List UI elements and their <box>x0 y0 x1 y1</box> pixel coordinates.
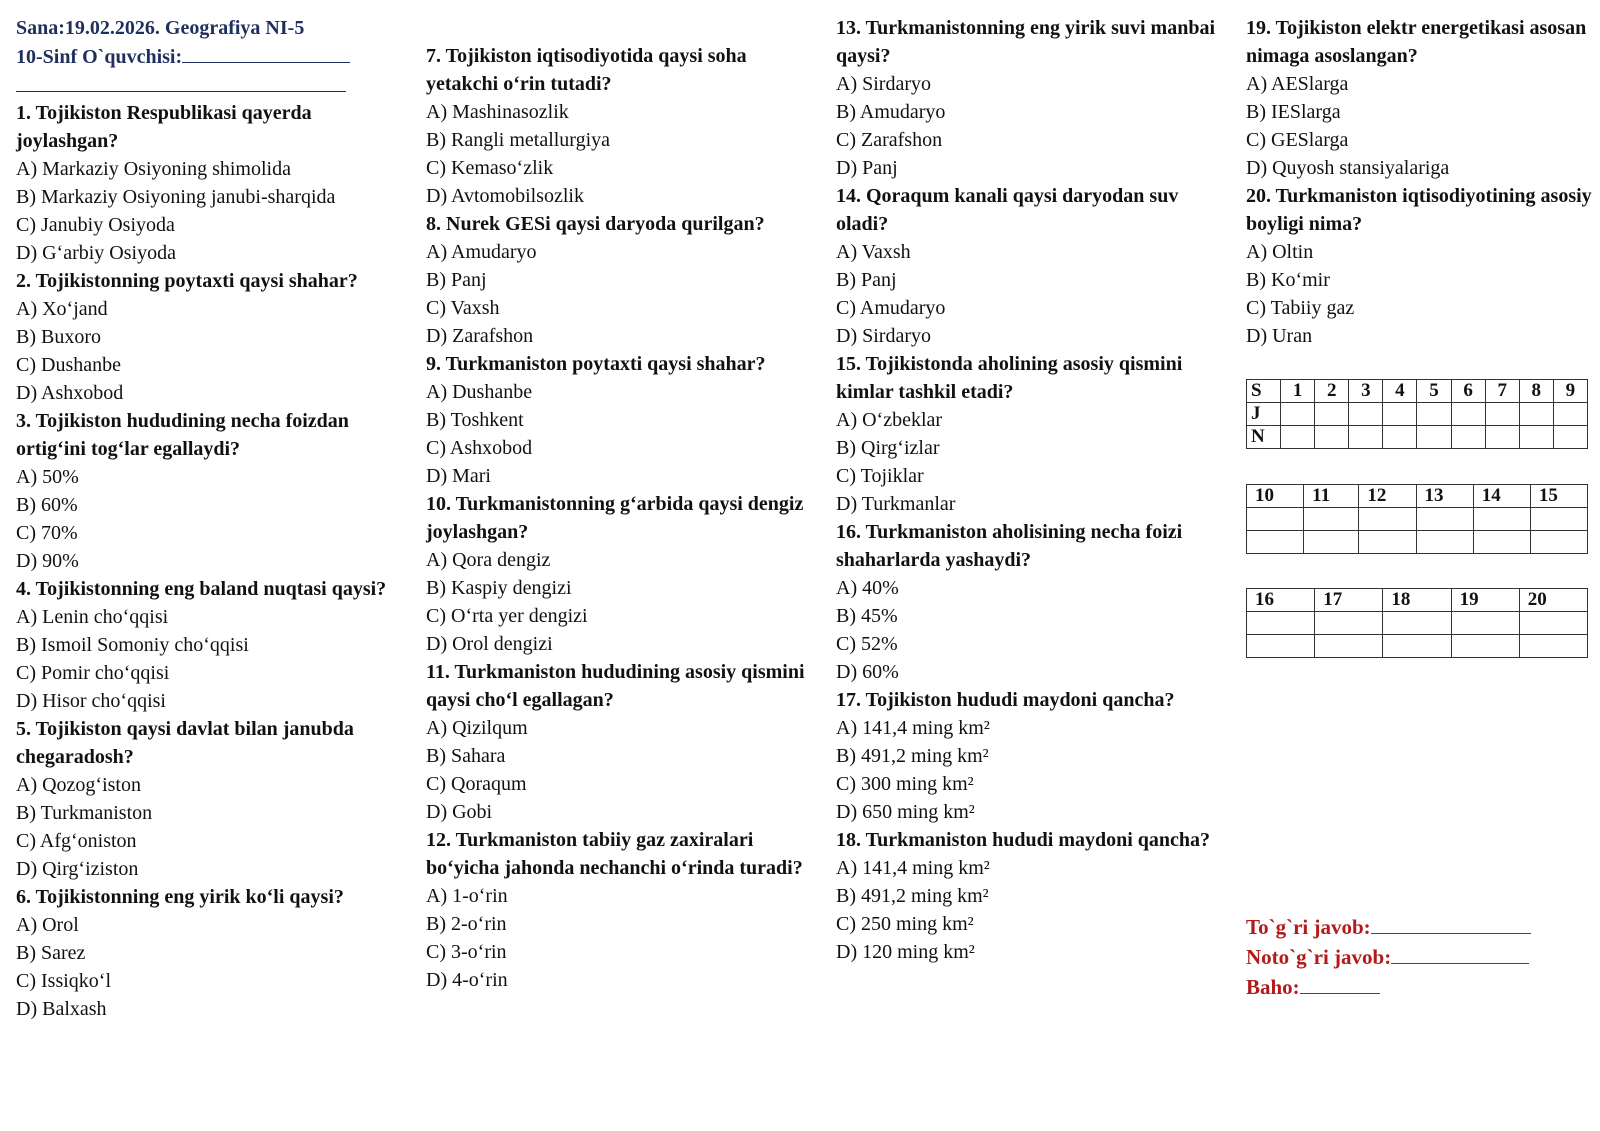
answer-number-17: 17 <box>1315 589 1383 612</box>
answer-option-a[interactable]: A) 50% <box>16 466 79 488</box>
wrong-answers-blank[interactable] <box>1391 943 1529 964</box>
answer-option-d[interactable]: D) Balxash <box>16 998 107 1020</box>
answer-option-a[interactable]: A) Amudaryo <box>426 241 537 263</box>
answer-option-b[interactable]: B) 45% <box>836 605 898 627</box>
question-text: 17. Tojikiston hududi maydoni qancha? <box>836 689 1175 711</box>
answer-cell[interactable] <box>1519 426 1553 449</box>
question-text: 2. Tojikistonning poytaxti qaysi shahar? <box>16 270 358 292</box>
question-text: 12. Turkmaniston tabiiy gaz zaxiralari bo‘yicha jahonda nechanchi o‘rinda turadi? <box>426 829 803 879</box>
answer-number-3: 3 <box>1349 380 1383 403</box>
question-block-2 <box>16 267 396 407</box>
answer-cell[interactable] <box>1315 612 1383 635</box>
answer-cell[interactable] <box>1315 426 1349 449</box>
question-block-13 <box>836 14 1226 182</box>
answer-option-c[interactable]: C) Vaxsh <box>426 297 500 319</box>
answer-cell[interactable] <box>1485 403 1519 426</box>
column-1 <box>16 14 396 1023</box>
answer-cell[interactable] <box>1473 531 1530 554</box>
answer-option-d[interactable]: D) Uran <box>1246 325 1313 347</box>
answer-cell[interactable] <box>1383 635 1451 658</box>
answer-option-b[interactable]: B) Toshkent <box>426 409 524 431</box>
answer-option-d[interactable]: D) Orol dengizi <box>426 633 553 655</box>
question-block-5 <box>16 715 396 883</box>
answer-option-d[interactable]: D) G‘arbiy Osiyoda <box>16 242 176 264</box>
answer-option-b[interactable]: B) Amudaryo <box>836 101 946 123</box>
answer-cell[interactable] <box>1247 612 1315 635</box>
question-block-3 <box>16 407 396 575</box>
question-block-14 <box>836 182 1226 350</box>
row-label-n: N <box>1247 426 1281 449</box>
test-date-title: Sana:19.02.2026. Geografiya NI-5 <box>16 17 305 39</box>
table-row <box>1247 508 1588 531</box>
answer-option-a[interactable]: A) AESlarga <box>1246 73 1349 95</box>
answer-option-c[interactable]: C) Zarafshon <box>836 129 943 151</box>
student-name-blank[interactable] <box>182 42 350 63</box>
answer-option-d[interactable]: D) Ashxobod <box>16 382 124 404</box>
correct-answers-line <box>1246 912 1531 942</box>
answer-option-d[interactable]: D) Qirg‘iziston <box>16 858 139 880</box>
answer-option-a[interactable]: A) Orol <box>16 914 79 936</box>
correct-answers-label: To`g`ri javob: <box>1246 915 1371 939</box>
answer-option-a[interactable]: A) Markaziy Osiyoning shimolida <box>16 158 291 180</box>
grade-blank[interactable] <box>1300 973 1380 994</box>
answer-option-c[interactable]: C) Dushanbe <box>16 354 121 376</box>
answer-option-a[interactable]: A) O‘zbeklar <box>836 409 943 431</box>
question-block-9 <box>426 350 816 490</box>
answer-option-c[interactable]: C) 3-o‘rin <box>426 941 507 963</box>
question-text: 3. Tojikiston hududining necha foizdan ortig‘ini tog‘lar egallaydi? <box>16 410 349 460</box>
answer-cell[interactable] <box>1417 403 1451 426</box>
question-text: 9. Turkmaniston poytaxti qaysi shahar? <box>426 353 766 375</box>
question-block-6 <box>16 883 396 1023</box>
question-block-12 <box>426 826 816 994</box>
table-row <box>1247 635 1588 658</box>
answer-option-c[interactable]: C) Janubiy Osiyoda <box>16 214 175 236</box>
student-label: 10-Sinf O`quvchisi: <box>16 46 183 68</box>
answer-cell[interactable] <box>1416 531 1473 554</box>
answer-option-d[interactable]: D) 120 ming km² <box>836 941 975 963</box>
answer-option-d[interactable]: D) 650 ming km² <box>836 801 975 823</box>
answer-option-c[interactable]: C) Tojiklar <box>836 465 924 487</box>
table-row <box>1247 531 1588 554</box>
answer-number-8: 8 <box>1519 380 1553 403</box>
answer-option-a[interactable]: A) 1-o‘rin <box>426 885 508 907</box>
row-label-s: S <box>1247 380 1281 403</box>
question-block-7 <box>426 42 816 210</box>
answer-option-d[interactable]: D) Sirdaryo <box>836 325 931 347</box>
question-text: 8. Nurek GESi qaysi daryoda qurilgan? <box>426 213 765 235</box>
answer-cell[interactable] <box>1281 426 1315 449</box>
answer-option-b[interactable]: B) Panj <box>426 269 487 291</box>
answer-cell[interactable] <box>1519 403 1553 426</box>
answer-cell[interactable] <box>1416 508 1473 531</box>
answer-option-c[interactable]: C) O‘rta yer dengizi <box>426 605 588 627</box>
answer-cell[interactable] <box>1247 531 1304 554</box>
answer-cell[interactable] <box>1485 426 1519 449</box>
answer-cell[interactable] <box>1349 426 1383 449</box>
answer-number-12: 12 <box>1359 485 1416 508</box>
answer-option-b[interactable]: B) Qirg‘izlar <box>836 437 940 459</box>
answer-option-c[interactable]: C) GESlarga <box>1246 129 1349 151</box>
answer-cell[interactable] <box>1451 403 1485 426</box>
answer-cell[interactable] <box>1304 508 1359 531</box>
answer-option-b[interactable]: B) Ko‘mir <box>1246 269 1330 291</box>
answer-table-16-20 <box>1246 588 1588 658</box>
answer-cell[interactable] <box>1530 508 1587 531</box>
answer-option-a[interactable]: A) Lenin cho‘qqisi <box>16 606 169 628</box>
answer-option-b[interactable]: B) Rangli metallurgiya <box>426 129 611 151</box>
answer-number-5: 5 <box>1417 380 1451 403</box>
answer-cell[interactable] <box>1281 403 1315 426</box>
answer-cell[interactable] <box>1553 426 1587 449</box>
answer-option-b[interactable]: B) Markaziy Osiyoning janubi-sharqida <box>16 186 336 208</box>
question-text: 19. Tojikiston elektr energetikasi asosan nimaga asoslangan? <box>1246 17 1587 67</box>
answer-option-d[interactable]: D) 60% <box>836 661 899 683</box>
answer-cell[interactable] <box>1304 531 1359 554</box>
answer-option-b[interactable]: B) 2-o‘rin <box>426 913 507 935</box>
question-block-10 <box>426 490 816 658</box>
question-block-19 <box>1246 14 1596 182</box>
student-name-line-2 <box>16 71 396 99</box>
answer-number-4: 4 <box>1383 380 1417 403</box>
question-text: 20. Turkmaniston iqtisodiyotining asosiy boyligi nima? <box>1246 185 1592 235</box>
table-row <box>1247 485 1588 508</box>
question-text: 15. Tojikistonda aholining asosiy qismini kimlar tashkil etadi? <box>836 353 1183 403</box>
answer-option-a[interactable]: A) 141,4 ming km² <box>836 717 990 739</box>
answer-cell[interactable] <box>1451 635 1519 658</box>
answer-number-6: 6 <box>1451 380 1485 403</box>
answer-option-a[interactable]: A) Qozog‘iston <box>16 774 141 796</box>
answer-cell[interactable] <box>1359 531 1416 554</box>
answer-option-d[interactable]: D) Hisor cho‘qqisi <box>16 690 166 712</box>
answer-option-c[interactable]: C) Kemaso‘zlik <box>426 157 554 179</box>
answer-option-c[interactable]: C) Pomir cho‘qqisi <box>16 662 170 684</box>
answer-option-a[interactable]: A) 40% <box>836 577 899 599</box>
question-block-18 <box>836 826 1226 966</box>
table-row <box>1247 612 1588 635</box>
answer-option-a[interactable]: A) Mashinasozlik <box>426 101 569 123</box>
wrong-answers-label: Noto`g`ri javob: <box>1246 945 1392 969</box>
answer-cell[interactable] <box>1473 508 1530 531</box>
student-name-line <box>16 42 396 71</box>
column-4 <box>1246 14 1596 350</box>
answer-option-a[interactable]: A) Oltin <box>1246 241 1314 263</box>
question-text: 1. Tojikiston Respublikasi qayerda joylashgan? <box>16 102 312 152</box>
answer-option-c[interactable]: C) 300 ming km² <box>836 773 974 795</box>
answer-number-16: 16 <box>1247 589 1315 612</box>
correct-answers-blank[interactable] <box>1371 913 1531 934</box>
question-block-16 <box>836 518 1226 686</box>
answer-number-14: 14 <box>1473 485 1530 508</box>
question-text: 11. Turkmaniston hududining asosiy qismini qaysi cho‘l egallagan? <box>426 661 805 711</box>
question-block-8 <box>426 210 816 350</box>
answer-cell[interactable] <box>1359 508 1416 531</box>
answer-option-b[interactable]: B) Buxoro <box>16 326 101 348</box>
answer-option-c[interactable]: C) Issiqko‘l <box>16 970 111 992</box>
answer-option-d[interactable]: D) Mari <box>426 465 491 487</box>
question-text: 6. Tojikistonning eng yirik ko‘li qaysi? <box>16 886 344 908</box>
answer-table-10-15 <box>1246 484 1588 554</box>
answer-option-b[interactable]: B) Kaspiy dengizi <box>426 577 572 599</box>
answer-cell[interactable] <box>1417 426 1451 449</box>
question-text: 18. Turkmaniston hududi maydoni qancha? <box>836 829 1211 851</box>
answer-cell[interactable] <box>1315 635 1383 658</box>
answer-number-20: 20 <box>1519 589 1587 612</box>
answer-option-c[interactable]: C) 70% <box>16 522 78 544</box>
column-3 <box>836 14 1226 966</box>
answer-cell[interactable] <box>1530 531 1587 554</box>
question-text: 10. Turkmanistonning g‘arbida qaysi dengiz joylashgan? <box>426 493 804 543</box>
answer-option-d[interactable]: D) Avtomobilsozlik <box>426 185 584 207</box>
answer-option-a[interactable]: A) Dushanbe <box>426 381 533 403</box>
table-row <box>1247 380 1588 403</box>
answer-option-c[interactable]: C) Afg‘oniston <box>16 830 137 852</box>
question-text: 7. Tojikiston iqtisodiyotida qaysi soha yetakchi o‘rin tutadi? <box>426 45 747 95</box>
answer-cell[interactable] <box>1451 426 1485 449</box>
answer-option-d[interactable]: D) Turkmanlar <box>836 493 956 515</box>
answer-option-d[interactable]: D) Panj <box>836 157 898 179</box>
question-text: 14. Qoraqum kanali qaysi daryodan suv oladi? <box>836 185 1179 235</box>
answer-cell[interactable] <box>1383 426 1417 449</box>
question-block-1 <box>16 99 396 267</box>
column-2 <box>426 14 816 994</box>
answer-option-c[interactable]: C) Tabiiy gaz <box>1246 297 1355 319</box>
answer-option-b[interactable]: B) Panj <box>836 269 897 291</box>
answer-option-c[interactable]: C) Ashxobod <box>426 437 533 459</box>
answer-option-c[interactable]: C) 250 ming km² <box>836 913 974 935</box>
answer-number-1: 1 <box>1281 380 1315 403</box>
question-text: 13. Turkmanistonning eng yirik suvi manbai qaysi? <box>836 17 1216 67</box>
answer-option-c[interactable]: C) 52% <box>836 633 898 655</box>
table-row <box>1247 426 1588 449</box>
question-block-15 <box>836 350 1226 518</box>
answer-option-d[interactable]: D) Zarafshon <box>426 325 534 347</box>
question-text: 16. Turkmaniston aholisining necha foizi shaharlarda yashaydi? <box>836 521 1183 571</box>
table-row <box>1247 403 1588 426</box>
answer-cell[interactable] <box>1451 612 1519 635</box>
answer-option-b[interactable]: B) 491,2 ming km² <box>836 885 989 907</box>
answer-option-a[interactable]: A) Sirdaryo <box>836 73 931 95</box>
answer-option-b[interactable]: B) 491,2 ming km² <box>836 745 989 767</box>
answer-option-b[interactable]: B) Sarez <box>16 942 86 964</box>
answer-number-13: 13 <box>1416 485 1473 508</box>
answer-number-2: 2 <box>1315 380 1349 403</box>
answer-option-b[interactable]: B) Turkmaniston <box>16 802 153 824</box>
grade-line <box>1246 972 1380 1002</box>
answer-option-c[interactable]: C) Qoraqum <box>426 773 527 795</box>
answer-number-15: 15 <box>1530 485 1587 508</box>
answer-cell[interactable] <box>1247 508 1304 531</box>
question-block-4 <box>16 575 396 715</box>
question-block-20 <box>1246 182 1596 350</box>
answer-cell[interactable] <box>1553 403 1587 426</box>
grade-label: Baho: <box>1246 975 1300 999</box>
question-block-17 <box>836 686 1226 826</box>
answer-number-11: 11 <box>1304 485 1359 508</box>
answer-number-9: 9 <box>1553 380 1587 403</box>
answer-option-a[interactable]: A) Vaxsh <box>836 241 911 263</box>
answer-number-18: 18 <box>1383 589 1451 612</box>
answer-number-19: 19 <box>1451 589 1519 612</box>
answer-cell[interactable] <box>1247 635 1315 658</box>
table-row <box>1247 589 1588 612</box>
question-block-11 <box>426 658 816 826</box>
student-name-blank-2[interactable] <box>16 71 346 92</box>
answer-number-10: 10 <box>1247 485 1304 508</box>
answer-option-b[interactable]: B) 60% <box>16 494 78 516</box>
answer-cell[interactable] <box>1519 612 1587 635</box>
answer-option-d[interactable]: D) 90% <box>16 550 79 572</box>
answer-cell[interactable] <box>1519 635 1587 658</box>
answer-number-7: 7 <box>1485 380 1519 403</box>
answer-cell[interactable] <box>1383 403 1417 426</box>
answer-option-d[interactable]: D) Quyosh stansiyalariga <box>1246 157 1450 179</box>
answer-option-a[interactable]: A) Qora dengiz <box>426 549 551 571</box>
answer-cell[interactable] <box>1349 403 1383 426</box>
answer-cell[interactable] <box>1383 612 1451 635</box>
answer-option-c[interactable]: C) Amudaryo <box>836 297 946 319</box>
answer-option-d[interactable]: D) Gobi <box>426 801 493 823</box>
row-label-j: J <box>1247 403 1281 426</box>
answer-option-b[interactable]: B) Ismoil Somoniy cho‘qqisi <box>16 634 249 656</box>
question-text: 4. Tojikistonning eng baland nuqtasi qaysi? <box>16 578 387 600</box>
answer-option-d[interactable]: D) 4-o‘rin <box>426 969 508 991</box>
answer-option-a[interactable]: A) Xo‘jand <box>16 298 108 320</box>
answer-cell[interactable] <box>1315 403 1349 426</box>
answer-option-a[interactable]: A) Qizilqum <box>426 717 528 739</box>
wrong-answers-line <box>1246 942 1529 972</box>
answer-option-b[interactable]: B) Sahara <box>426 745 506 767</box>
answer-option-a[interactable]: A) 141,4 ming km² <box>836 857 990 879</box>
answer-option-b[interactable]: B) IESlarga <box>1246 101 1341 123</box>
answer-table-1-9 <box>1246 379 1588 449</box>
question-text: 5. Tojikiston qaysi davlat bilan janubda chegaradosh? <box>16 718 354 768</box>
